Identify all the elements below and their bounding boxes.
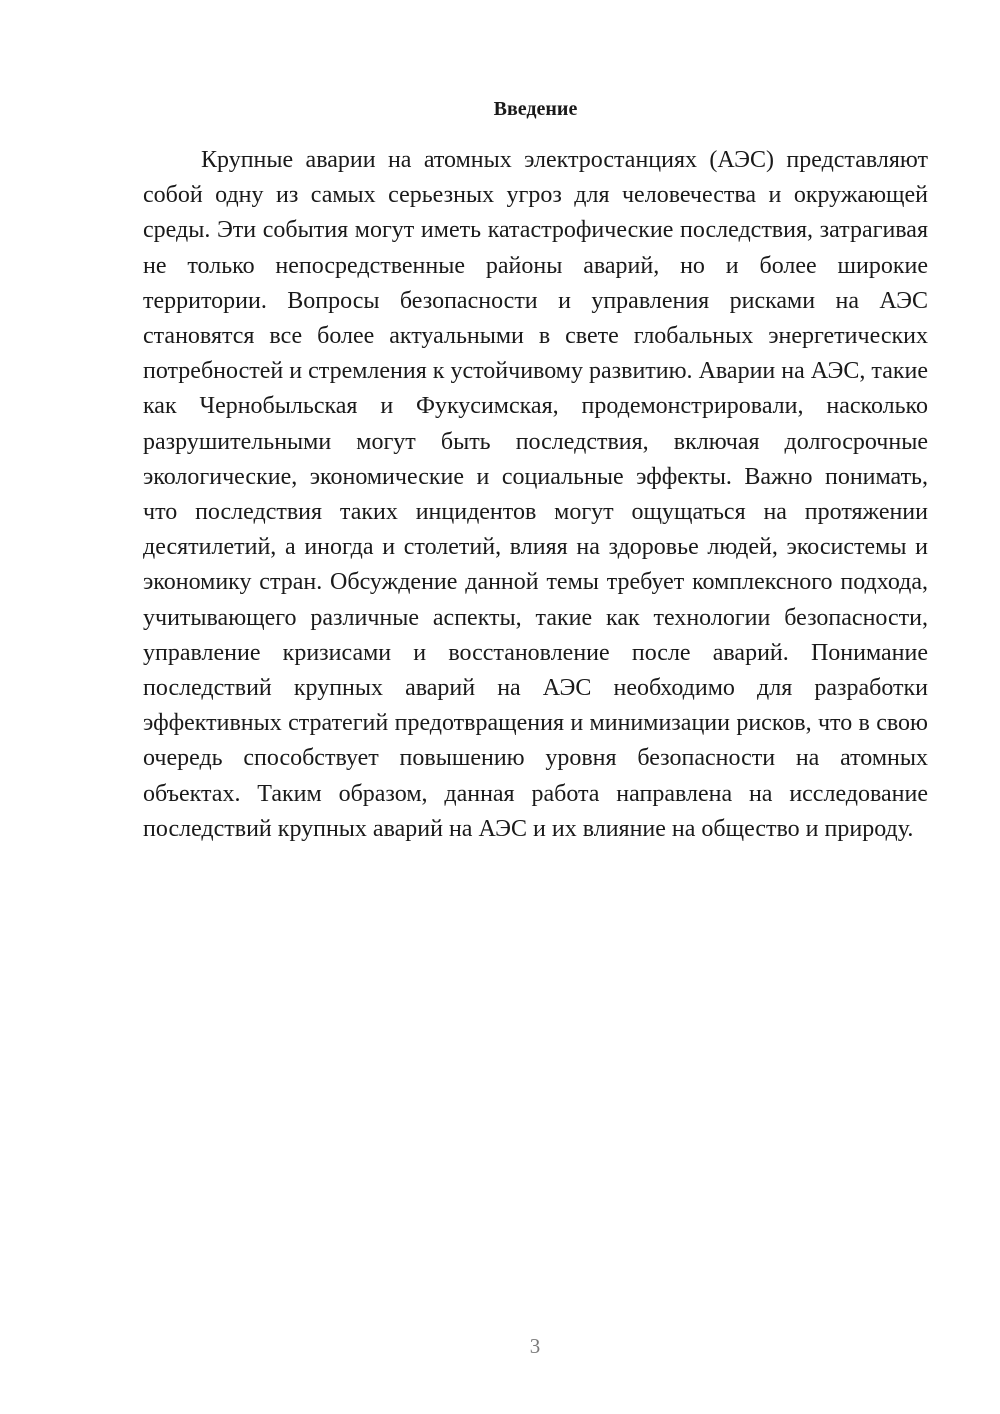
page-number: 3 bbox=[529, 1334, 541, 1358]
section-heading: Введение bbox=[493, 98, 578, 120]
intro-paragraph: Крупные аварии на атомных электростанциях (АЭС) представляют собой одну из самых серьезных угроз для человечества и окружающей среды. Эти события могут иметь катастрофические последствия, затрагивая не только непосредственные районы аварий, но и более широкие территории. Вопросы безопасности и управления рисками на АЭС становятся все более актуальными в свете глобальных энергетических потребностей и стремления к устойчивому развитию. Аварии на АЭС, такие как Чернобыльская и Фукусимская, продемонстрировали, насколько разрушительными могут быть последствия, включая долгосрочные экологические, экономические и социальные эффекты. Важно понимать, что последствия таких инцидентов могут ощущаться на протяжении десятилетий, а иногда и столетий, влияя на здоровье людей, экосистемы и экономику стран. Обсуждение данной темы требует комплексного подхода, учитывающего различные аспекты, такие как технологии безопасности, управление кризисами и восстановление после аварий. Понимание последствий крупных аварий на АЭС необходимо для разработки эффективных стратегий предотвращения и минимизации рисков, что в свою очередь способствует повышению уровня безопасности на атомных объектах. Таким образом, данная работа направлена на исследование последствий крупных аварий на АЭС и их влияние на общество и природу. bbox=[143, 147, 928, 842]
